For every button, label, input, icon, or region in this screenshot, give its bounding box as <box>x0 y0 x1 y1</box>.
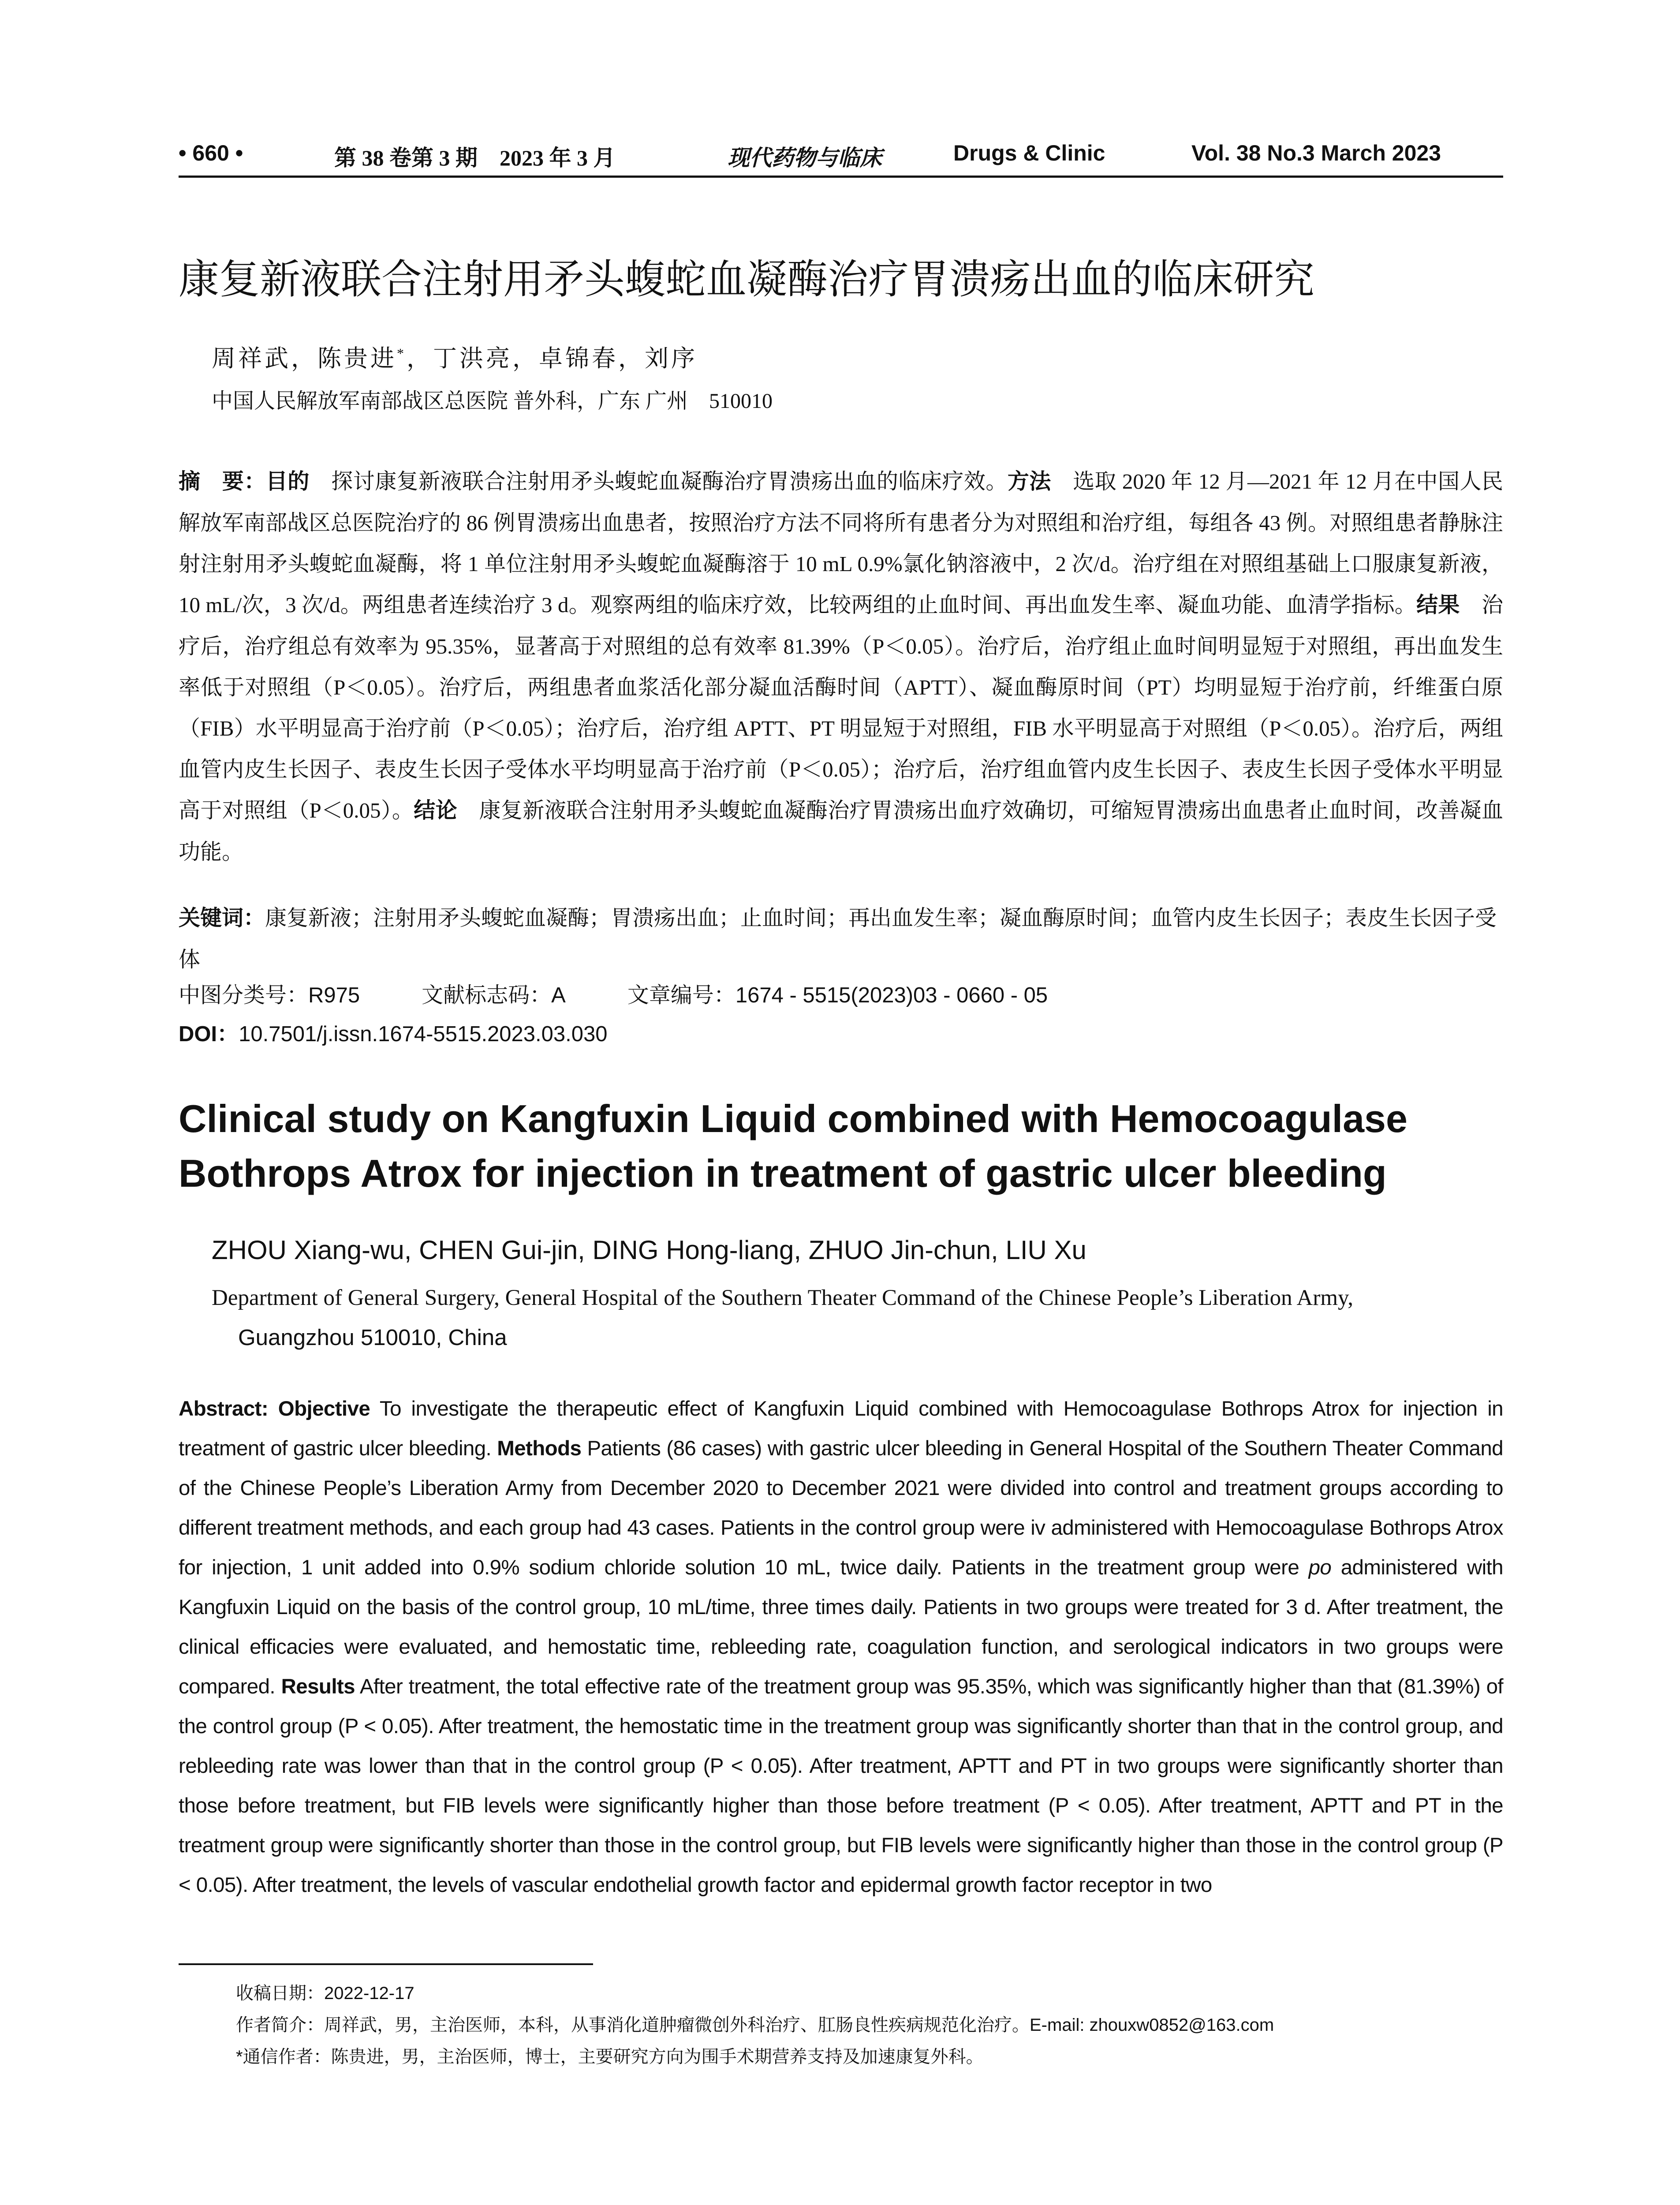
corresponding-mark: * <box>397 345 407 361</box>
objective-text-cn: 探讨康复新液联合注射用矛头蝮蛇血凝酶治疗胃溃疡出血的临床疗效。 <box>309 469 1008 493</box>
abstract-cn <box>179 461 1503 872</box>
clc-number: 中图分类号：R975 <box>179 983 360 1007</box>
methods-text-en-2: administered with Kangfuxin Liquid on the basis of the control group, 10 mL/time, three times daily. Patients in two groups were treated for 3 d. After treatment, the clinical efficacies were evaluated, and hemostatic time, rebleeding rate, coagulation function, and serological indicators in two groups were compared. <box>179 1556 1503 1698</box>
methods-text-en-po: po <box>1308 1556 1332 1579</box>
volume-issue-cn: 第 38 卷第 3 期 2023 年 3 月 <box>334 146 616 170</box>
received-date: 收稿日期：2022-12-17 <box>236 1984 414 2003</box>
methods-text-cn: 选取 2020 年 12 月—2021 年 12 月在中国人民解放军南部战区总医院治疗的 86 例胃溃疡出血患者，按照治疗方法不同将所有患者分为对照组和治疗组，每组各 43 例。对照组患者静脉注射注射用矛头蝮蛇血凝酶，将 1 单位注射用矛头蝮蛇血凝酶溶于 10 mL 0.9%氯化钠溶液中，2 次/d。治疗组在对照组基础上口服康复新液，10 mL/次，3 次/d。两组患者连续治疗 3 d。观察两组的临床疗效，比较两组的止血时间、再出血发生率、凝血功能、血清学指标。 <box>179 469 1503 617</box>
affiliation-en-line-2: Guangzhou 510010, China <box>238 1325 507 1350</box>
corresponding-author: *通信作者：陈贵进，男，主治医师，博士，主要研究方向为围手术期营养支持及加速康复外科。 <box>236 2047 984 2067</box>
affiliation-cn: 中国人民解放军南部战区总医院 普外科，广东 广州 510010 <box>212 389 773 413</box>
journal-name-en: Drugs & Clinic <box>953 141 1105 165</box>
keywords-cn <box>179 897 1503 980</box>
doi-label: DOI： <box>179 1022 239 1046</box>
article-title-en: Clinical study on Kangfuxin Liquid combined with Hemocoagulase Bothrops Atrox for injection in treatment of gastric ulcer bleeding <box>179 1097 1407 1195</box>
results-label-en: Results <box>281 1675 355 1698</box>
doi-line <box>179 1017 608 1048</box>
affiliation-en <box>212 1278 1504 1357</box>
header-rule <box>179 176 1503 178</box>
authors-cn <box>212 340 698 374</box>
methods-text-en-1: Patients (86 cases) with gastric ulcer bleeding in General Hospital of the Southern Theater Command of the Chinese People’s Liberation Army from December 2020 to December 2021 were divided into control and treatment groups according to different treatment methods, and each group had 43 cases. Patients in the control group were iv administered with Hemocoagulase Bothrops Atrox for injection, 1 unit added into 0.9% sodium chloride solution 10 mL, twice daily. Patients in the treatment group were <box>179 1437 1503 1579</box>
page-number: • 660 • <box>179 141 243 165</box>
methods-label-en: Methods <box>497 1437 582 1460</box>
doi-value: 10.7501/j.issn.1674-5515.2023.03.030 <box>239 1022 608 1046</box>
abstract-label-en: Abstract: Objective <box>179 1397 370 1420</box>
conclusion-text-cn: 康复新液联合注射用矛头蝮蛇血凝酶治疗胃溃疡出血疗效确切，可缩短胃溃疡出血患者止血时间，改善凝血功能。 <box>179 798 1503 864</box>
objective-label-cn: 目的 <box>265 470 310 493</box>
results-label-cn: 结果 <box>1416 593 1460 617</box>
results-text-en: After treatment, the total effective rate of the treatment group was 95.35%, which was significantly higher than that (81.39%) of the control group (P < 0.05). After treatment, the hemostatic time in the treatment group was significantly shorter than that in the control group, and rebleeding rate was lower than that in the control group (P < 0.05). After treatment, APTT and PT in two groups were significantly shorter than those before treatment, but FIB levels were significantly higher than those before treatment (P < 0.05). After treatment, APTT and PT in the treatment group were significantly shorter than those in the control group, but FIB levels were significantly higher than those in the control group (P < 0.05). After treatment, the levels of vascular endothelial growth factor and epidermal growth factor receptor in two <box>179 1675 1503 1897</box>
authors-en: ZHOU Xiang-wu, CHEN Gui-jin, DING Hong-liang, ZHUO Jin-chun, LIU Xu <box>212 1235 1086 1265</box>
methods-label-cn: 方法 <box>1007 470 1051 493</box>
authors-cn-part-2: ，丁洪亮，卓锦春，刘序 <box>407 345 698 372</box>
results-text-cn: 治疗后，治疗组总有效率为 95.35%，显著高于对照组的总有效率 81.39%（P＜0.05）。治疗后，治疗组止血时间明显短于对照组，再出血发生率低于对照组（P＜0.05）。治疗后，两组患者血浆活化部分凝血活酶时间（APTT）、凝血酶原时间（PT）均明显短于治疗前，纤维蛋白原（FIB）水平明显高于治疗前（P＜0.05）；治疗后，治疗组 APTT、PT 明显短于对照组，FIB 水平明显高于对照组（P＜0.05）。治疗后，两组血管内皮生长因子、表皮生长因子受体水平均明显高于治疗前（P＜0.05）；治疗后，治疗组血管内皮生长因子、表皮生长因子受体水平明显高于对照组（P＜0.05）。 <box>179 593 1503 822</box>
keywords-label-cn: 关键词： <box>179 906 265 930</box>
article-title-cn: 康复新液联合注射用矛头蝮蛇血凝酶治疗胃溃疡出血的临床研究 <box>179 257 1315 302</box>
abstract-en <box>179 1389 1503 1905</box>
article-number: 文章编号：1674 - 5515(2023)03 - 0660 - 05 <box>627 983 1048 1007</box>
journal-name-cn: 现代药物与临床 <box>728 146 882 170</box>
footnote-rule <box>179 1963 593 1965</box>
abstract-label-cn: 摘 要： <box>179 470 266 493</box>
author-biography: 作者简介：周祥武，男，主治医师，本科，从事消化道肿瘤微创外科治疗、肛肠良性疾病规范化治疗。E-mail: zhouxw0852@163.com <box>236 2015 1274 2035</box>
classification-line <box>179 978 1109 1009</box>
volume-issue-en: Vol. 38 No.3 March 2023 <box>1191 141 1441 165</box>
conclusion-label-cn: 结论 <box>414 799 458 822</box>
keywords-text-cn: 康复新液；注射用矛头蝮蛇血凝酶；胃溃疡出血；止血时间；再出血发生率；凝血酶原时间；血管内皮生长因子；表皮生长因子受体 <box>179 906 1497 972</box>
document-code: 文献标志码：A <box>422 983 566 1007</box>
objective-text-en: To investigate the therapeutic effect of Kangfuxin Liquid combined with Hemocoagulase Bothrops Atrox for injection in treatment of gastric ulcer bleeding. <box>179 1397 1503 1460</box>
affiliation-en-line-1: Department of General Surgery, General Hospital of the Southern Theater Command of the Chinese People’s Liberation Army, <box>212 1286 1353 1310</box>
authors-cn-part-1: 周祥武，陈贵进 <box>212 345 397 372</box>
